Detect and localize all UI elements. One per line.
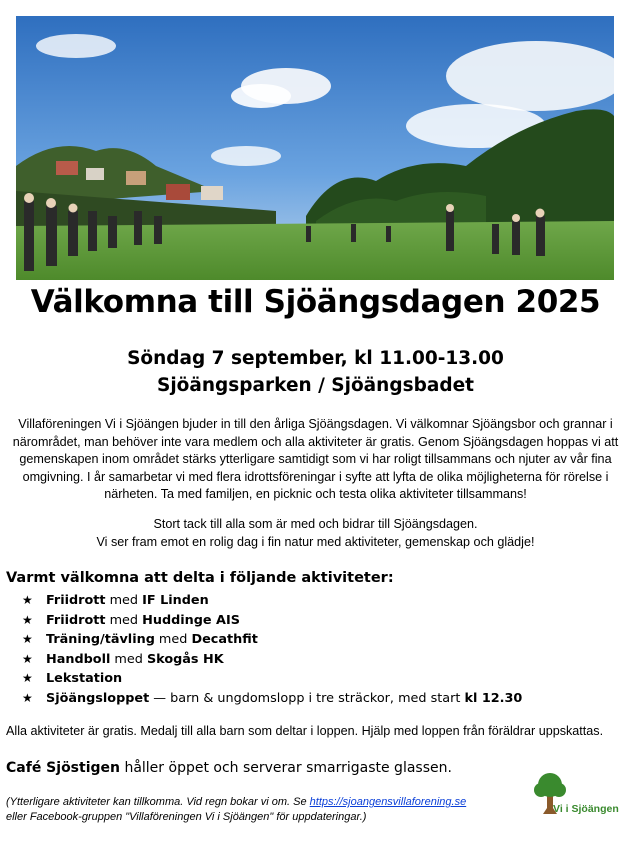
- website-link[interactable]: https://sjoangensvillaforening.se: [309, 796, 467, 808]
- footnote: [6, 795, 466, 825]
- intro-paragraph: Villaföreningen Vi i Sjöängen bjuder in till den årliga Sjöängsdagen. Vi välkomnar Sjöängsbor och grannar i närområdet, man behöver inte vara medlem och alla aktiviteter är gratis. Genom Sjöängsdagen hoppas vi att gemenskapen inom området stärks ytterligare samtidigt som vi har roligt tillsammans och njuter av vår fina omgivning. I år samarbetar vi med flera idrottsföreningar i syfte att lyfta de olika möjligheterna för rörelse i närheten. Ta med familjen, en picknic och testa olika aktiviteter tillsammans!: [12, 417, 619, 501]
- footnote-text: (Ytterligare aktiviteter kan tillkomma. Vid regn bokar vi om. Se: [6, 796, 310, 808]
- activity-item: [22, 650, 522, 670]
- activity-joiner: med: [110, 651, 147, 667]
- activities-heading: Varmt välkomna att delta i följande aktiviteter:: [6, 570, 394, 586]
- cafe-line: [6, 760, 452, 776]
- footnote-line-2: eller Facebook-gruppen "Villaföreningen Vi i Sjöängen" för uppdateringar.): [6, 811, 367, 823]
- logo-text: Vi i Sjöängen: [553, 803, 619, 815]
- footnote-line-1: [6, 795, 466, 810]
- activity-extra: — barn & ungdomslopp i tre sträckor, med start: [149, 690, 465, 706]
- activity-joiner: med: [105, 593, 143, 608]
- star-icon: ★: [22, 671, 33, 685]
- star-icon: ★: [22, 612, 33, 627]
- cafe-name: Café Sjöstigen: [6, 760, 120, 776]
- activity-name: Lekstation: [46, 671, 123, 686]
- activity-joiner: med: [105, 612, 143, 628]
- association-logo: [531, 772, 623, 818]
- star-icon: ★: [22, 651, 33, 666]
- activity-item: [22, 630, 522, 650]
- event-date-time: Söndag 7 september, kl 11.00-13.00: [127, 348, 504, 369]
- event-location: Sjöängsparken / Sjöängsbadet: [157, 375, 474, 396]
- activity-name: Friidrott: [46, 612, 106, 628]
- activity-name: Friidrott: [46, 593, 106, 608]
- thanks-line: Stort tack till alla som är med och bidrar till Sjöängsdagen.: [153, 517, 478, 531]
- cafe-text: håller öppet och serverar smarrigaste glassen.: [120, 760, 452, 776]
- activity-partner: Decathfit: [191, 632, 258, 647]
- activity-item: [22, 689, 522, 709]
- star-icon: ★: [22, 632, 33, 646]
- event-photo: [16, 16, 614, 280]
- activity-item: [22, 669, 522, 689]
- activities-list: [22, 591, 522, 708]
- star-icon: ★: [22, 690, 33, 705]
- free-activities-note: Alla aktiviteter är gratis. Medalj till alla barn som deltar i loppen. Hjälp med loppen från föräldrar uppskattas.: [6, 724, 604, 738]
- activity-item: [22, 591, 522, 611]
- activity-partner: Huddinge AIS: [142, 612, 240, 628]
- park-photo-illustration: [16, 16, 614, 280]
- activity-joiner: med: [154, 632, 192, 647]
- activity-name: Handboll: [46, 651, 111, 667]
- activity-start-time: kl 12.30: [464, 690, 523, 706]
- thanks-line: Vi ser fram emot en rolig dag i fin natur med aktiviteter, gemenskap och glädje!: [96, 534, 535, 549]
- activity-name: Sjöängsloppet: [46, 690, 150, 706]
- star-icon: ★: [22, 593, 33, 607]
- activity-partner: Skogås HK: [146, 651, 224, 667]
- page-title: Välkomna till Sjöängsdagen 2025: [30, 284, 601, 320]
- activity-partner: IF Linden: [142, 593, 209, 608]
- activity-name: Träning/tävling: [46, 632, 155, 647]
- activity-item: [22, 611, 522, 631]
- thanks-block: [12, 516, 619, 551]
